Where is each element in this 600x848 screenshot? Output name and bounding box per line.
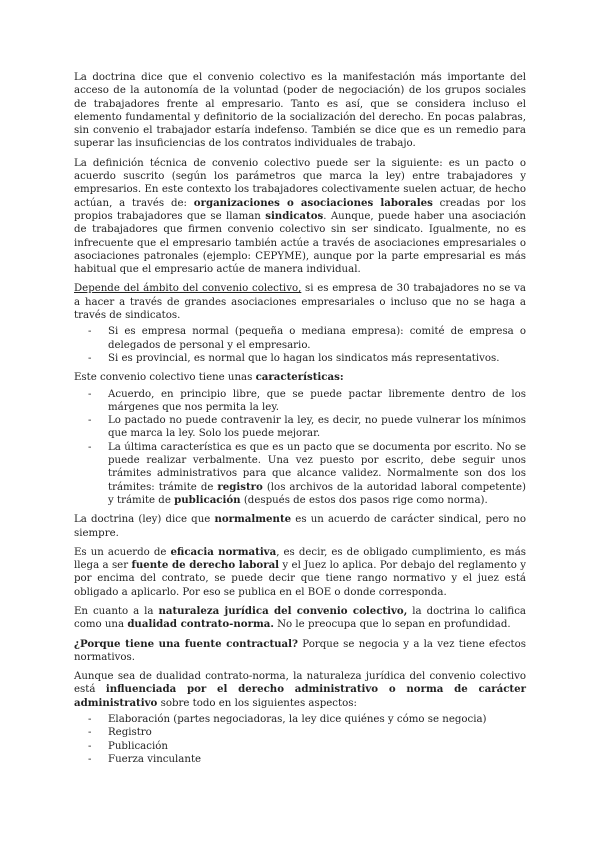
list-item: - Publicación [88,740,168,752]
paragraph-scope: Depende del ámbito del convenio colectivo, si es empresa de 30 trabajadores no se va a hacer a través de grandes asociaciones empresariales o incluso que no se haga a través de sindicatos. [74,283,526,322]
paragraph-normative-efficacy: Es un acuerdo de eficacia normativa, es decir, es de obligado cumplimiento, es más llega a ser fuente de derecho laboral y el Juez lo aplica. Por debajo del reglamento y por encima del contrato, se puede decir que tiene rango normativo y el juez está obligado a aplicarlo. Por eso se publica en el BOE o donde corresponda. [74,545,526,598]
list-characteristics [74,388,526,508]
list-aspects [74,713,526,766]
list-item: - Si es empresa normal (pequeña o mediana empresa): comité de empresa o delegados de personal y el empresario. [88,326,526,351]
list-scope [74,325,526,365]
document-body [74,71,526,772]
list-item: - Lo pactado no puede contravenir la ley, es decir, no puede vulnerar los mínimos que marca la ley. Solo los puede mejorar. [88,415,526,440]
paragraph-question: ¿Porque tiene una fuente contractual? Porque se negocia y a la vez tiene efectos normativos. [74,637,527,663]
list-item: - Si es provincial, es normal que lo hagan los sindicatos más representativos. [88,352,500,364]
paragraph-characteristics: Este convenio colectivo tiene unas características: [74,371,344,384]
list-item: - Registro [88,727,152,739]
list-item: - La última característica es que es un pacto que se documenta por escrito. No se puede realizar verbalmente. Una vez puesto por escrito, debe seguir unos trámites administrativos para que alcance validez. Normalmente son dos los trámites: trámite de registro (los archivos de la autoridad laboral competente) y trámite de publicación (después de estos dos pasos rige como norma). [88,441,526,506]
list-item: - Elaboración (partes negociadoras, la ley dice quiénes y cómo se negocia) [88,714,487,726]
list-item: - Fuerza vinculante [88,753,202,765]
paragraph-doctrine: La doctrina (ley) dice que normalmente es un acuerdo de carácter sindical, pero no siempre. [74,513,526,539]
paragraph-administrative: Aunque sea de dualidad contrato-norma, la naturaleza jurídica del convenio colectivo está influenciada por el derecho administrativo o norma de carácter administrativo sobre todo en los siguientes aspectos: [74,671,526,709]
paragraph-legal-nature: En cuanto a la naturaleza jurídica del convenio colectivo, la doctrina lo califica como una dualidad contrato-norma. No le preocupa que lo sepan en profundidad. [74,604,526,631]
paragraph-intro: La doctrina dice que el convenio colectivo es la manifestación más importante del acceso de la autonomía de la voluntad (poder de negociación) de los grupos sociales de trabajadores frente al empresario. Tanto es así, que se considera incluso el elemento fundamental y definitorio de la socialización del derecho. En pocas palabras, sin convenio el trabajador estaría indefenso. También se dice que es un remedio para superar las insuficiencias de los contratos individuales de trabajo. [74,72,526,150]
paragraph-definition: La definición técnica de convenio colectivo puede ser la siguiente: es un pacto o acuerdo suscrito (según los parámetros que marca la ley) entre trabajadores y empresarios. En este contexto los trabajadores colectivamente suelen actuar, de hecho actúan, a través de: organizaciones o asociaciones laborales creadas por los propios trabajadores que se llaman sindicatos. Aunque, puede haber una asociación de trabajadores que firmen convenio colectivo sin ser sindicato. Igualmente, no es infrecuente que el empresario también actúe a través de asociaciones empresariales o asociaciones patronales (ejemplo: CEPYME), aunque por la parte empresarial es más habitual que el empresario actúe de manera individual. [74,157,526,276]
list-item: - Acuerdo, en principio libre, que se puede pactar libremente dentro de los márgenes que nos permita la ley. [88,388,526,413]
